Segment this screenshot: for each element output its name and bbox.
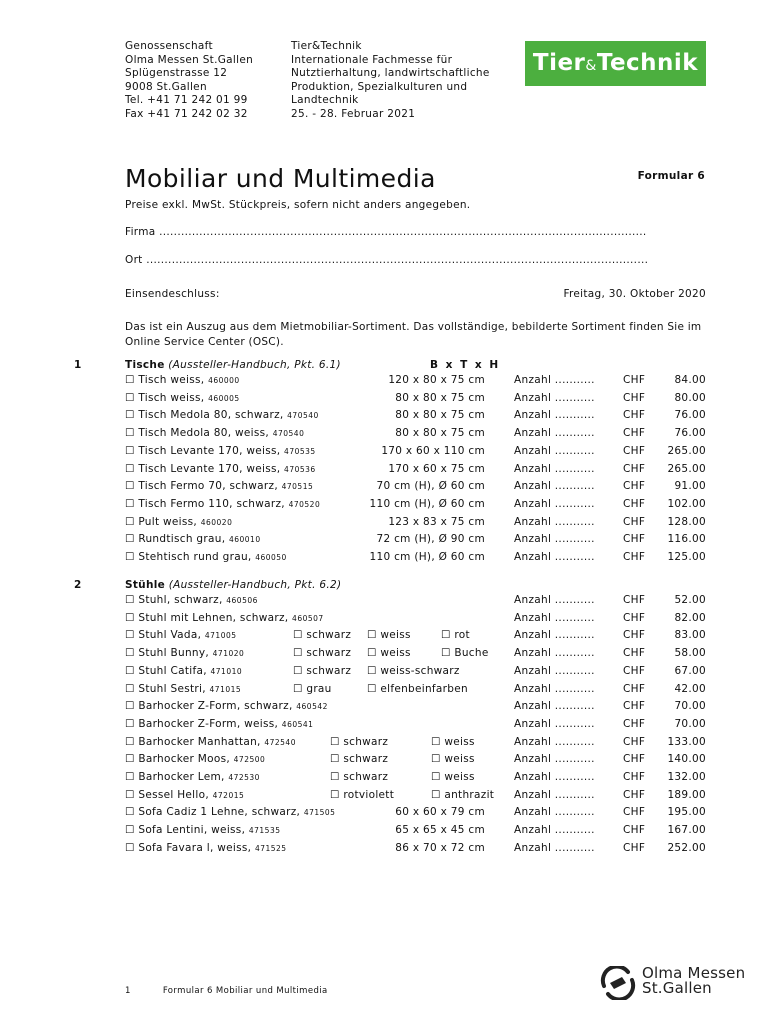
quantity-field[interactable]: Anzahl ...........	[514, 427, 595, 440]
item-price: 84.00	[674, 374, 706, 386]
item-checkbox-label[interactable]	[125, 700, 328, 712]
currency-label: CHF	[623, 629, 646, 642]
currency-label: CHF	[623, 717, 646, 730]
item-code: 460541	[281, 719, 314, 729]
footer-text: Formular 6 Mobiliar und Multimedia	[162, 986, 328, 996]
tier-technik-logo	[525, 41, 706, 86]
quantity-field[interactable]: Anzahl ...........	[514, 611, 595, 624]
address-line: Olma Messen St.Gallen	[125, 53, 254, 66]
color-option-checkbox[interactable]: ☐ weiss	[431, 771, 475, 783]
quantity-field[interactable]: Anzahl ...........	[514, 824, 595, 837]
item-checkbox-label[interactable]	[125, 771, 260, 783]
color-option-checkbox[interactable]: ☐ schwarz	[330, 735, 389, 748]
color-option-checkbox[interactable]: ☐ schwarz	[330, 771, 389, 783]
item-code: 472530	[228, 773, 260, 782]
item-name: ☐ Tisch Medola 80, schwarz,	[125, 409, 288, 422]
item-checkbox-label[interactable]	[125, 516, 232, 528]
item-code: 471020	[212, 649, 245, 659]
item-name: ☐ Tisch Fermo 70, schwarz,	[125, 480, 282, 493]
item-code: 472500	[233, 755, 266, 765]
item-checkbox-label[interactable]	[125, 392, 240, 404]
firma-field[interactable]: Firma ......................................................................................................................................	[125, 226, 647, 238]
currency-label: CHF	[623, 664, 646, 677]
color-option-checkbox[interactable]: ☐ rotviolett	[330, 788, 395, 801]
item-code: 470540	[287, 411, 319, 421]
item-code: 470520	[288, 499, 321, 509]
item-row	[0, 824, 770, 842]
item-price: 76.00	[674, 427, 706, 440]
section-heading-tische	[125, 359, 341, 371]
item-row	[0, 533, 770, 551]
item-checkbox-label[interactable]	[125, 718, 313, 730]
currency-label: CHF	[623, 735, 646, 748]
item-code: 471015	[209, 684, 242, 694]
item-row	[0, 463, 770, 481]
fair-line: Landtechnik	[291, 94, 359, 107]
currency-label: CHF	[623, 594, 646, 606]
item-price: 265.00	[667, 462, 706, 475]
organizer-address	[125, 40, 253, 122]
item-price: 83.00	[674, 629, 706, 642]
item-name: ☐ Tisch Fermo 110, schwarz,	[125, 497, 289, 510]
currency-label: CHF	[623, 462, 646, 475]
currency-label: CHF	[623, 771, 646, 783]
item-row	[0, 480, 770, 498]
deadline	[125, 288, 706, 300]
item-name: ☐ Pult weiss,	[125, 515, 201, 528]
item-price: 252.00	[667, 841, 706, 854]
olma-mark-icon	[598, 966, 638, 1000]
item-code: 472540	[264, 737, 296, 747]
item-checkbox-label[interactable]	[125, 789, 244, 801]
currency-label: CHF	[623, 480, 646, 493]
color-option-checkbox[interactable]: ☐ elfenbeinfarben	[367, 682, 468, 695]
quantity-field[interactable]: Anzahl ...........	[514, 551, 595, 563]
quantity-field[interactable]: Anzahl ...........	[514, 409, 595, 422]
item-row	[0, 806, 770, 824]
item-checkbox-label[interactable]	[125, 647, 244, 659]
page-number: 1	[125, 986, 131, 996]
quantity-field[interactable]: Anzahl ...........	[514, 629, 595, 642]
quantity-field[interactable]: Anzahl ...........	[514, 462, 595, 475]
currency-label: CHF	[623, 682, 646, 695]
item-name: ☐ Stuhl Bunny,	[125, 647, 213, 660]
item-row	[0, 409, 770, 427]
item-row	[0, 771, 770, 789]
item-price: 67.00	[674, 664, 706, 677]
currency-label: CHF	[623, 753, 646, 766]
item-code: 471505	[303, 808, 336, 818]
item-code: 471010	[210, 666, 243, 676]
section-name: Stühle	[125, 579, 166, 591]
item-price: 80.00	[674, 391, 706, 404]
item-name: ☐ Tisch Levante 170, weiss,	[125, 444, 285, 457]
item-code: 460005	[208, 393, 240, 403]
item-checkbox-label[interactable]	[125, 374, 240, 386]
section-heading-stuehle	[125, 579, 341, 591]
fair-line: Nutztierhaltung, landwirtschaftliche	[291, 67, 490, 80]
item-row	[0, 594, 770, 612]
quantity-field[interactable]: Anzahl ...........	[514, 717, 595, 730]
quantity-field[interactable]: Anzahl ...........	[514, 391, 595, 404]
quantity-field[interactable]: Anzahl ...........	[514, 533, 595, 546]
quantity-field[interactable]: Anzahl ...........	[514, 700, 595, 713]
item-price: 70.00	[674, 717, 706, 730]
item-dimensions: 110 cm (H), Ø 60 cm	[369, 497, 485, 510]
item-checkbox-label[interactable]	[125, 806, 335, 818]
item-checkbox-label[interactable]	[125, 629, 237, 641]
item-name: ☐ Stuhl, schwarz,	[125, 594, 227, 606]
item-price: 125.00	[667, 551, 706, 563]
item-code: 471005	[204, 631, 237, 641]
item-row	[0, 683, 770, 701]
item-code: 472015	[212, 790, 245, 800]
deadline-value: Freitag, 30. Oktober 2020	[563, 288, 706, 300]
fair-line: Tier&Technik	[291, 40, 362, 52]
currency-label: CHF	[623, 806, 646, 819]
item-code: 471535	[248, 826, 281, 836]
color-option-checkbox[interactable]: ☐ rot	[441, 629, 470, 642]
item-checkbox-label[interactable]	[125, 533, 261, 545]
page-footer	[125, 986, 328, 996]
item-dimensions: 110 cm (H), Ø 60 cm	[369, 551, 485, 563]
color-option-checkbox[interactable]: ☐ schwarz	[330, 753, 389, 766]
item-row	[0, 516, 770, 534]
fair-line: Internationale Fachmesse für	[291, 53, 453, 66]
section-ref: (Aussteller-Handbuch, Pkt. 6.2)	[168, 579, 342, 591]
item-price: 195.00	[667, 806, 706, 819]
currency-label: CHF	[623, 841, 646, 854]
item-code: 460050	[255, 553, 287, 562]
item-code: 460020	[200, 517, 233, 527]
olma-wordmark	[642, 966, 745, 996]
item-row	[0, 665, 770, 683]
item-name: ☐ Tisch weiss,	[125, 391, 209, 404]
item-row	[0, 551, 770, 569]
item-checkbox-label[interactable]	[125, 612, 324, 624]
address-line: Splügenstrasse 12	[125, 67, 228, 80]
item-code: 460506	[226, 596, 258, 605]
item-name: ☐ Sofa Cadiz 1 Lehne, schwarz,	[125, 806, 304, 819]
item-code: 460542	[296, 702, 328, 712]
currency-label: CHF	[623, 551, 646, 563]
color-option-checkbox[interactable]: ☐ weiss-schwarz	[367, 664, 460, 677]
item-name: ☐ Stuhl Catifa,	[125, 664, 211, 677]
item-name: ☐ Stuhl Vada,	[125, 629, 205, 642]
price-note: Preise exkl. MwSt. Stückpreis, sofern nicht anders angegeben.	[125, 199, 471, 211]
quantity-field[interactable]: Anzahl ...........	[514, 647, 595, 660]
item-checkbox-label[interactable]	[125, 427, 304, 439]
form-number: Formular 6	[637, 170, 705, 182]
item-name: ☐ Sofa Lentini, weiss,	[125, 824, 249, 837]
color-option-checkbox[interactable]: ☐ weiss	[431, 735, 475, 748]
item-price: 102.00	[667, 497, 706, 510]
item-checkbox-label[interactable]	[125, 480, 313, 492]
currency-label: CHF	[623, 391, 646, 404]
item-dimensions: 70 cm (H), Ø 60 cm	[376, 480, 485, 493]
item-checkbox-label[interactable]	[125, 594, 258, 606]
item-row	[0, 629, 770, 647]
currency-label: CHF	[623, 515, 646, 528]
currency-label: CHF	[623, 533, 646, 546]
item-dimensions: 60 x 60 x 79 cm	[395, 806, 485, 819]
item-price: 132.00	[667, 771, 706, 783]
quantity-field[interactable]: Anzahl ...........	[514, 771, 595, 783]
quantity-field[interactable]: Anzahl ...........	[514, 753, 595, 766]
color-option-checkbox[interactable]: ☐ schwarz	[293, 664, 352, 677]
item-price: 265.00	[667, 444, 706, 457]
item-price: 58.00	[674, 647, 706, 660]
item-price: 128.00	[667, 515, 706, 528]
item-code: 470515	[281, 482, 314, 492]
item-price: 42.00	[674, 682, 706, 695]
item-row	[0, 718, 770, 736]
color-option-checkbox[interactable]: ☐ schwarz	[293, 647, 352, 660]
quantity-field[interactable]: Anzahl ...........	[514, 594, 595, 606]
fair-line: Produktion, Spezialkulturen und	[291, 80, 468, 93]
section-number: 1	[74, 359, 82, 371]
currency-label: CHF	[623, 444, 646, 457]
item-dimensions: 65 x 65 x 45 cm	[395, 824, 485, 837]
fair-line: 25. - 28. Februar 2021	[291, 107, 416, 120]
currency-label: CHF	[623, 427, 646, 440]
olma-line: Olma Messen	[642, 964, 746, 982]
olma-line: St.Gallen	[642, 979, 712, 997]
item-row	[0, 753, 770, 771]
item-price: 76.00	[674, 409, 706, 422]
item-price: 167.00	[667, 824, 706, 837]
item-name: ☐ Stuhl mit Lehnen, schwarz,	[125, 611, 293, 624]
item-name: ☐ Barhocker Z-Form, schwarz,	[125, 700, 297, 713]
quantity-field[interactable]: Anzahl ...........	[514, 682, 595, 695]
item-checkbox-label[interactable]	[125, 683, 241, 695]
intro-text: Das ist ein Auszug aus dem Mietmobiliar-Sortiment. Das vollständige, bebilderte Sortiment finden Sie im Online Service Center (OSC).	[125, 321, 702, 348]
item-code: 471525	[254, 843, 287, 853]
item-price: 116.00	[667, 533, 706, 546]
deadline-label: Einsendeschluss:	[125, 288, 220, 300]
item-checkbox-label[interactable]	[125, 551, 287, 563]
olma-logo	[598, 966, 748, 1000]
currency-label: CHF	[623, 374, 646, 386]
color-option-checkbox[interactable]: ☐ Buche	[441, 647, 489, 660]
item-row	[0, 789, 770, 807]
item-checkbox-label[interactable]	[125, 842, 287, 854]
item-name: ☐ Barhocker Manhattan,	[125, 735, 265, 748]
item-name: ☐ Barhocker Lem,	[125, 771, 229, 783]
item-dimensions: 80 x 80 x 75 cm	[395, 391, 485, 404]
color-option-checkbox[interactable]: ☐ grau	[293, 682, 332, 695]
page-title: Mobiliar und Multimedia	[125, 164, 436, 193]
item-price: 70.00	[674, 700, 706, 713]
quantity-field[interactable]: Anzahl ...........	[514, 735, 595, 748]
item-name: ☐ Rundtisch grau,	[125, 533, 229, 546]
currency-label: CHF	[623, 409, 646, 422]
item-name: ☐ Barhocker Z-Form, weiss,	[125, 717, 282, 730]
item-name: ☐ Tisch weiss,	[125, 374, 209, 386]
currency-label: CHF	[623, 824, 646, 837]
item-checkbox-label[interactable]	[125, 409, 319, 421]
item-row	[0, 374, 770, 392]
item-name: ☐ Tisch Medola 80, weiss,	[125, 427, 273, 440]
item-row	[0, 498, 770, 516]
item-name: ☐ Stehtisch rund grau,	[125, 551, 256, 563]
ort-field[interactable]: Ort ..........................................................................................................................................	[125, 254, 649, 266]
item-code: 460507	[292, 613, 324, 623]
address-line: Genossenschaft	[125, 40, 213, 52]
item-row	[0, 392, 770, 410]
item-name: ☐ Stuhl Sestri,	[125, 682, 210, 695]
section-ref: (Aussteller-Handbuch, Pkt. 6.1)	[168, 359, 341, 371]
item-row	[0, 700, 770, 718]
item-row	[0, 736, 770, 754]
item-price: 82.00	[674, 611, 706, 624]
item-checkbox-label[interactable]	[125, 824, 281, 836]
currency-label: CHF	[623, 647, 646, 660]
quantity-field[interactable]: Anzahl ...........	[514, 515, 595, 528]
quantity-field[interactable]: Anzahl ...........	[514, 444, 595, 457]
item-checkbox-label[interactable]	[125, 463, 316, 475]
item-dimensions: 80 x 80 x 75 cm	[395, 409, 485, 422]
quantity-field[interactable]: Anzahl ...........	[514, 664, 595, 677]
item-row	[0, 427, 770, 445]
color-option-checkbox[interactable]: ☐ anthrazit	[431, 788, 495, 801]
color-option-checkbox[interactable]: ☐ weiss	[367, 629, 411, 642]
logo-amp: &	[585, 58, 597, 74]
item-checkbox-label[interactable]	[125, 753, 265, 765]
currency-label: CHF	[623, 611, 646, 624]
item-checkbox-label[interactable]	[125, 498, 320, 510]
item-checkbox-label[interactable]	[125, 736, 296, 748]
item-checkbox-label[interactable]	[125, 445, 316, 457]
item-price: 52.00	[674, 594, 706, 606]
item-price: 140.00	[667, 753, 706, 766]
section-number: 2	[74, 579, 82, 591]
item-dimensions: 120 x 80 x 75 cm	[388, 374, 485, 386]
address-line: Fax +41 71 242 02 32	[125, 107, 248, 120]
currency-label: CHF	[623, 700, 646, 713]
item-checkbox-label[interactable]	[125, 665, 242, 677]
item-code: 470540	[272, 429, 305, 439]
quantity-field[interactable]: Anzahl ...........	[514, 497, 595, 510]
item-price: 189.00	[667, 788, 706, 801]
quantity-field[interactable]: Anzahl ...........	[514, 806, 595, 819]
item-dimensions: 170 x 60 x 110 cm	[381, 444, 485, 457]
item-code: 470535	[284, 446, 316, 456]
address-line: 9008 St.Gallen	[125, 80, 207, 93]
logo-text: Tier	[532, 50, 586, 76]
item-price: 133.00	[667, 735, 706, 748]
quantity-field[interactable]: Anzahl ...........	[514, 374, 595, 386]
color-option-checkbox[interactable]: ☐ schwarz	[293, 629, 352, 642]
currency-label: CHF	[623, 497, 646, 510]
item-code: 460000	[208, 376, 240, 385]
item-code: 460010	[228, 535, 261, 545]
item-dimensions: 123 x 83 x 75 cm	[388, 515, 485, 528]
quantity-field[interactable]: Anzahl ...........	[514, 788, 595, 801]
item-row	[0, 842, 770, 860]
currency-label: CHF	[623, 788, 646, 801]
item-name: ☐ Barhocker Moos,	[125, 753, 234, 766]
logo-text: Technik	[596, 50, 699, 76]
item-dimensions: 72 cm (H), Ø 90 cm	[376, 533, 485, 546]
section-name: Tische	[125, 359, 165, 371]
quantity-field[interactable]: Anzahl ...........	[514, 480, 595, 493]
color-option-checkbox[interactable]: ☐ weiss	[431, 753, 475, 766]
item-name: ☐ Tisch Levante 170, weiss,	[125, 462, 285, 475]
item-name: ☐ Sofa Favara l, weiss,	[125, 841, 255, 854]
item-dimensions: 86 x 70 x 72 cm	[395, 841, 485, 854]
item-row	[0, 647, 770, 665]
item-dimensions: 80 x 80 x 75 cm	[395, 427, 485, 440]
item-dimensions: 170 x 60 x 75 cm	[388, 462, 485, 475]
item-price: 91.00	[674, 480, 706, 493]
dimension-header: B x T x H	[430, 359, 501, 371]
quantity-field[interactable]: Anzahl ...........	[514, 841, 595, 854]
item-code: 470536	[284, 464, 316, 474]
item-row	[0, 445, 770, 463]
item-row	[0, 612, 770, 630]
item-name: ☐ Sessel Hello,	[125, 788, 213, 801]
fair-info	[291, 40, 490, 122]
address-line: Tel. +41 71 242 01 99	[125, 94, 248, 107]
color-option-checkbox[interactable]: ☐ weiss	[367, 647, 411, 660]
